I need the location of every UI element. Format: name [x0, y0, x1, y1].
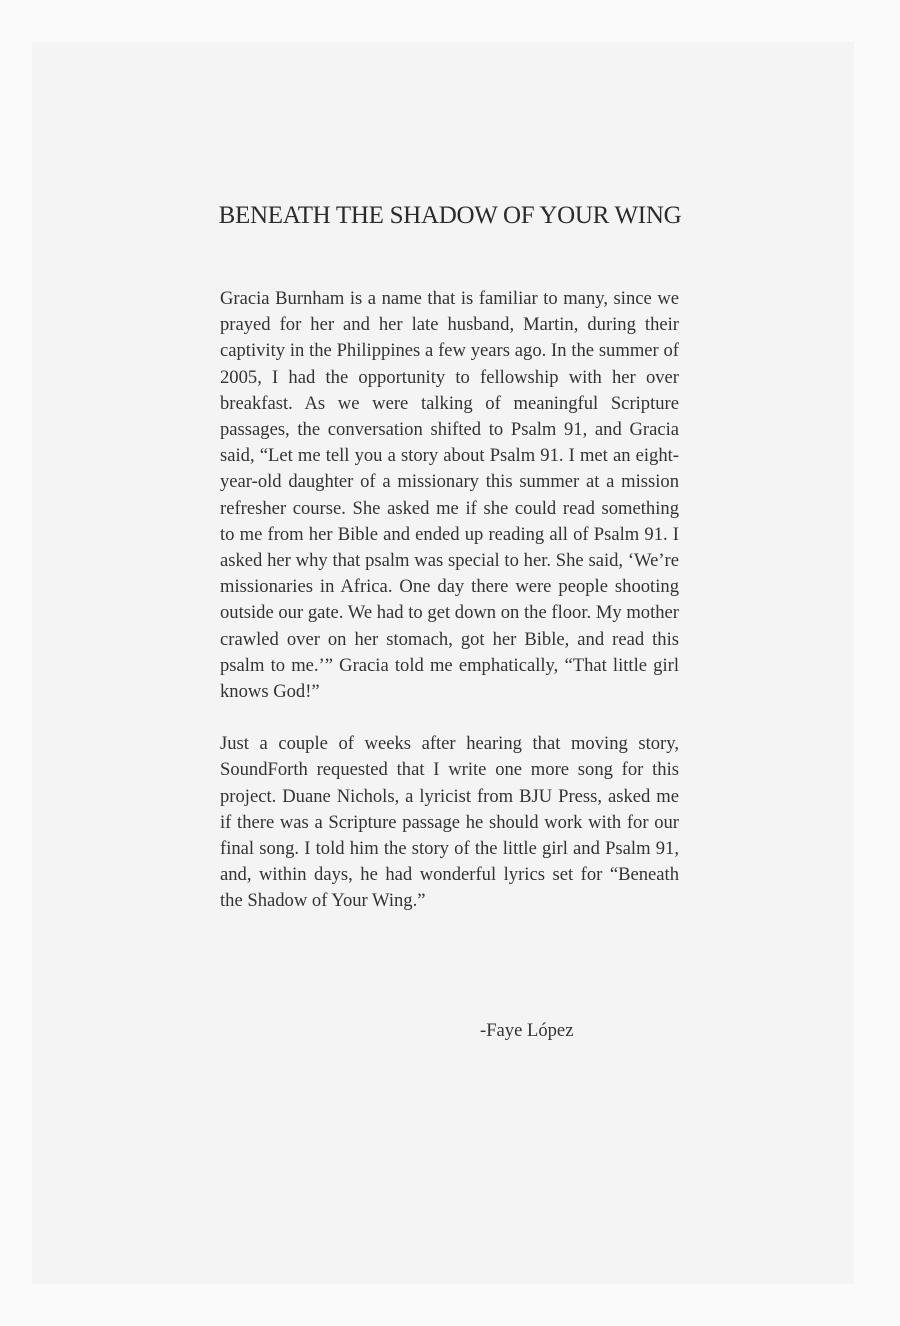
author-signature: -Faye López	[480, 1020, 574, 1041]
paragraph-2: Just a couple of weeks after hearing that moving story, SoundForth requested that I write one more song for this project. Duane Nichols, a lyricist from BJU Press, asked me if there was a Scripture passage he should work with for our final song. I told him the story of the little girl and Psalm 91, and, within days, he had wonderful lyrics set for “Beneath the Shadow of Your Wing.”	[220, 733, 679, 912]
body-text	[220, 286, 679, 915]
page-title: BENEATH THE SHADOW OF YOUR WING	[218, 202, 682, 229]
paragraph-1: Gracia Burnham is a name that is familiar to many, since we prayed for her and her late husband, Martin, during their captivity in the Philippines a few years ago. In the summer of 2005, I had the opportunity to fellowship with her over breakfast. As we were talking of meaningful Scripture passages, the conversation shifted to Psalm 91, and Gracia said, “Let me tell you a story about Psalm 91. I met an eight-year-old daughter of a missionary this summer at a mission refresher course. She asked me if she could read something to me from her Bible and ended up reading all of Psalm 91. I asked her why that psalm was special to her. She said, ‘We’re missionaries in Africa. One day there were people shooting outside our gate. We had to get down on the floor. My mother crawled over on her stomach, got her Bible, and read this psalm to me.’” Gracia told me emphatically, “That little girl knows God!”	[220, 288, 679, 703]
